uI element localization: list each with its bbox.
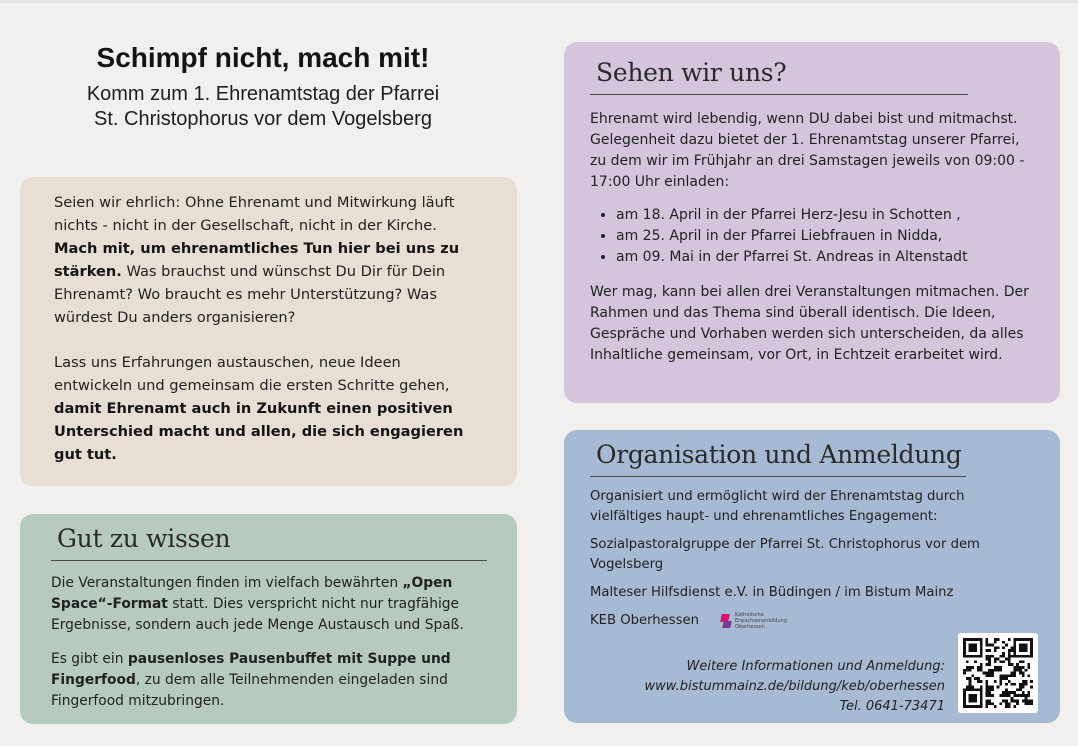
intro-paragraph-1 [54, 191, 483, 329]
event-list [590, 205, 1032, 268]
organisation-title: Organisation und Anmeldung [590, 440, 966, 477]
intro-bold-text: damit Ehrenamt auch in Zukunft einen positiven Unterschied macht und allen, die sich engagieren gut tut. [54, 400, 464, 463]
page-title: Schimpf nicht, mach mit! [96, 42, 430, 73]
intro-text: Seien wir ehrlich: Ohne Ehrenamt und Mitwirkung läuft nichts - nicht in der Gesellschaft, nicht in der Kirche. [54, 194, 455, 234]
gut-paragraph-1 [51, 573, 483, 636]
list-item: • am 09. Mai in der Pfarrei St. Andreas in Altenstadt [616, 247, 1032, 268]
sehen-wir-uns-card [564, 42, 1060, 403]
gut-bold-text: „Open Space“-Format [51, 575, 453, 612]
top-divider [0, 0, 1078, 3]
organisation-card [564, 430, 1060, 723]
intro-paragraph-2 [54, 351, 483, 466]
website-link[interactable]: www.bistummainz.de/bildung/keb/oberhessen [644, 679, 945, 694]
phone-number: Tel. 0641-73471 [839, 699, 945, 714]
intro-bold-text: Mach mit, um ehrenamtliches Tun hier bei uns zu stärken. [54, 240, 460, 280]
intro-text: Lass uns Erfahrungen austauschen, neue Ideen entwickeln und gemeinsam die ersten Schritte gehen, [54, 354, 450, 394]
sehen-outro: Wer mag, kann bei allen drei Veranstaltungen mitmachen. Der Rahmen und das Thema sind überall identisch. Die Ideen, Gespräche und Vorhaben werden sich unterscheiden, da alles Inhaltliche gemeinsam, vor Ort, in Echtzeit erarbeitet wird. [590, 284, 1029, 363]
subtitle-line-1: Komm zum 1. Ehrenamtstag der Pfarrei [86, 83, 440, 105]
gut-text: Die Veranstaltungen finden im vielfach bewährten [51, 575, 403, 591]
list-item: • am 25. April in der Pfarrei Liebfrauen in Nidda, [616, 226, 1032, 247]
gut-paragraph-2 [51, 649, 483, 712]
intro-card [20, 177, 517, 486]
gut-bold-text: pausenloses Pausenbuffet mit Suppe und Fingerfood [51, 651, 451, 688]
sehen-intro: Ehrenamt wird lebendig, wenn DU dabei bist und mitmachst. Gelegenheit dazu bietet der 1. Ehrenamtstag unserer Pfarrei, zu dem wir im Frühjahr an drei Samstagen jeweils von 09:00 - 17:00 Uhr einladen: [590, 111, 1025, 190]
flyer-header [40, 42, 486, 132]
keb-logo-text [735, 612, 787, 630]
keb-logo-icon [721, 614, 731, 628]
more-info [645, 657, 945, 717]
qr-code-icon[interactable] [958, 633, 1038, 713]
gut-text: , zu dem alle Teilnehmenden eingeladen sind Fingerfood mitzubringen. [51, 672, 448, 709]
organizer-malteser: Malteser Hilfsdienst e.V. in Büdingen / im Bistum Mainz [590, 585, 954, 600]
keb-logo [721, 612, 787, 630]
gut-text: Es gibt ein [51, 651, 128, 667]
gut-zu-wissen-title: Gut zu wissen [51, 524, 487, 561]
intro-text: Was brauchst und wünschst Du Dir für Dein Ehrenamt? Wo braucht es mehr Unterstützung? Was würdest Du anders organisieren? [54, 263, 446, 326]
organisation-intro: Organisiert und ermöglicht wird der Ehrenamtstag durch vielfältiges haupt- und ehrenamtliches Engagement: [590, 489, 965, 524]
list-item: • am 18. April in der Pfarrei Herz-Jesu in Schotten , [616, 205, 1032, 226]
subtitle-line-2: St. Christophorus vor dem Vogelsberg [94, 108, 432, 130]
keb-logo-line: Katholische [734, 612, 764, 618]
more-info-label: Weitere Informationen und Anmeldung: [686, 659, 945, 674]
keb-logo-line: Oberhessen [734, 624, 765, 630]
organizer-keb [590, 611, 1032, 631]
gut-text: statt. Dies verspricht nicht nur tragfähige Ergebnisse, sondern auch jede Menge Austausch und Spaß. [51, 596, 464, 633]
keb-label: KEB Oberhessen [590, 613, 699, 628]
organizer-sozialpastoral: Sozialpastoralgruppe der Pfarrei St. Christophorus vor dem Vogelsberg [590, 537, 980, 572]
keb-logo-line: Erwachsenenbildung [734, 618, 787, 624]
qr-code-graphic [963, 638, 1033, 708]
gut-zu-wissen-card [20, 514, 517, 724]
sehen-wir-uns-title: Sehen wir uns? [590, 58, 968, 95]
